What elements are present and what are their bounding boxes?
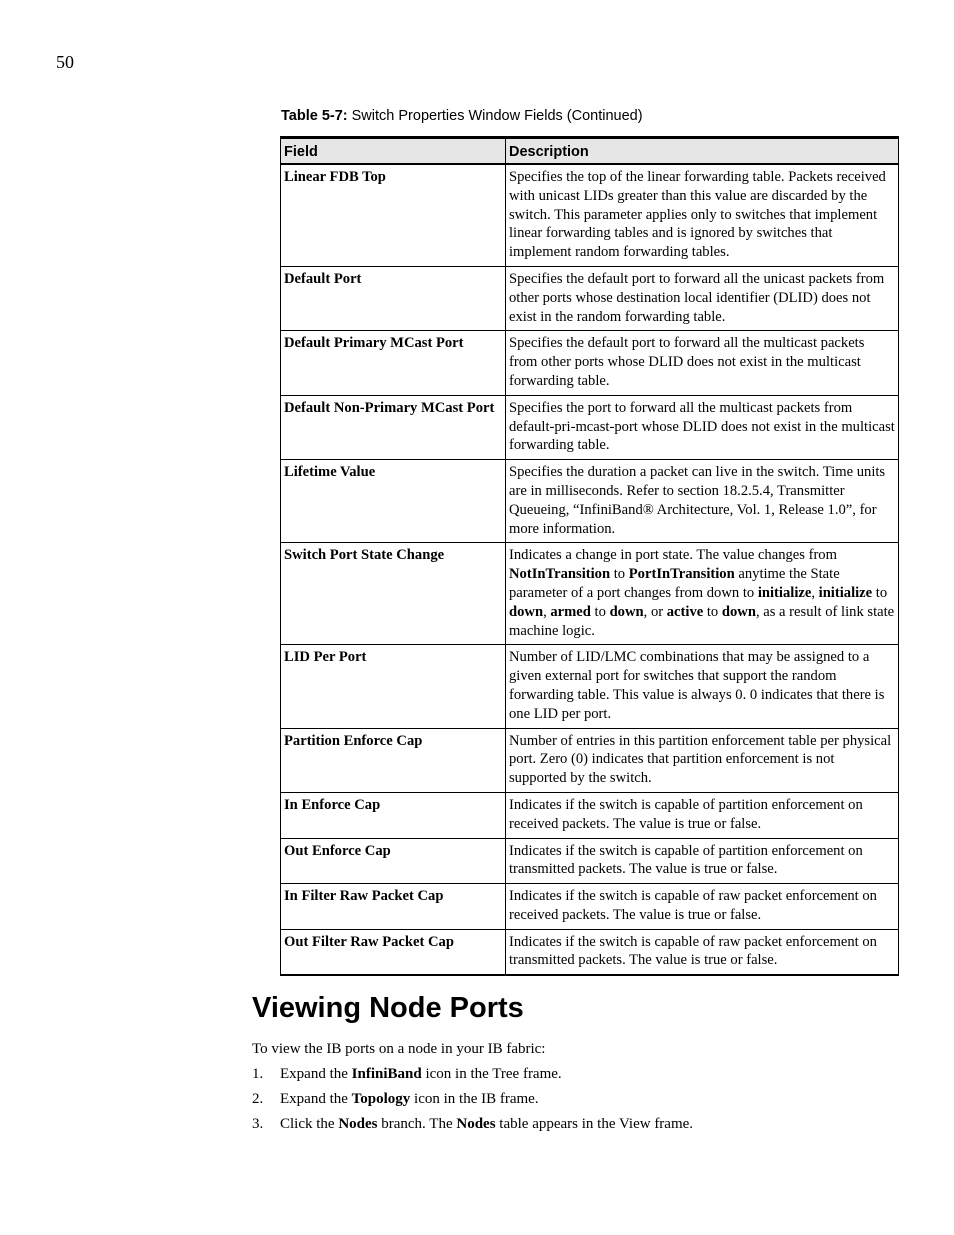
field-description-cell	[506, 331, 899, 395]
table-row	[281, 792, 899, 838]
table-header-row	[281, 138, 899, 165]
text-run: to	[610, 566, 629, 583]
table-body	[281, 164, 899, 975]
field-description-cell	[506, 792, 899, 838]
field-name-cell: In Enforce Cap	[281, 792, 506, 838]
table-row	[281, 395, 899, 459]
table-row	[281, 331, 899, 395]
text-run: , as a result of link state machine logic.	[509, 603, 895, 639]
text-run: ,	[543, 603, 551, 620]
field-name-cell: Out Filter Raw Packet Cap	[281, 929, 506, 975]
table-row	[281, 929, 899, 975]
step-item	[252, 1116, 693, 1133]
step-item	[252, 1066, 562, 1083]
field-description-cell	[506, 164, 899, 266]
text-run: Indicates if the switch is capable of partition enforcement on received packets. The value is true or false.	[509, 796, 863, 832]
text-run: Expand the	[280, 1066, 352, 1082]
bold-text: Nodes	[338, 1116, 378, 1132]
text-run: Indicates if the switch is capable of raw packet enforcement on transmitted packets. The value is true or false.	[509, 933, 877, 969]
table-caption	[281, 108, 643, 124]
switch-properties-table	[280, 136, 899, 976]
field-description-cell	[506, 543, 899, 645]
text-run: ,	[811, 584, 819, 601]
field-description-cell	[506, 838, 899, 884]
bold-text: initialize	[757, 584, 812, 601]
step-number: 3.	[252, 1116, 264, 1132]
text-run: anytime the State parameter of a port changes from down to	[509, 566, 840, 601]
page-number: 50	[56, 52, 74, 72]
field-name-cell: Partition Enforce Cap	[281, 728, 506, 792]
step-number: 2.	[252, 1091, 264, 1107]
table-row	[281, 728, 899, 792]
text-run: icon in the Tree frame.	[421, 1066, 562, 1082]
text-run: Specifies the top of the linear forwarding table. Packets received with unicast LIDs greater than this value are discarded by the switch. This parameter applies only to switches that implement linear forwarding tables and is ignored by switches that implement random forwarding tables.	[509, 169, 886, 261]
field-name-cell: Default Port	[281, 266, 506, 330]
bold-text: active	[666, 603, 704, 620]
text-run: branch. The	[377, 1116, 457, 1132]
text-run: to	[703, 603, 722, 620]
field-name-cell: LID Per Port	[281, 645, 506, 728]
field-name-cell: Linear FDB Top	[281, 164, 506, 266]
table-row	[281, 266, 899, 330]
field-description-cell	[506, 460, 899, 543]
text-run: to	[590, 603, 610, 620]
field-name-cell: Default Primary MCast Port	[281, 331, 506, 395]
table-row	[281, 645, 899, 728]
field-name-cell: Out Enforce Cap	[281, 838, 506, 884]
text-run: Specifies the default port to forward all the unicast packets from other ports whose destination local identifier (DLID) does not exist in the random forwarding table.	[509, 270, 885, 325]
table-caption-label: Table 5-7:	[281, 108, 348, 124]
field-description-cell	[506, 395, 899, 459]
bold-text: Nodes	[456, 1116, 496, 1132]
text-run: Specifies the default port to forward all the multicast packets from other ports whose DLID does not exist in the multicast forwarding table.	[509, 335, 865, 389]
field-description-cell	[506, 645, 899, 728]
text-run: Indicates a change in port state. The value changes from	[509, 547, 837, 564]
table-row	[281, 164, 899, 266]
text-run: Number of LID/LMC combinations that may be assigned to a given external port for switches that support the random forwarding table. This value is always 0. 0 indicates that there is one LID per port.	[509, 649, 885, 722]
field-name-cell: Switch Port State Change	[281, 543, 506, 645]
header-description: Description	[506, 138, 899, 165]
text-run: icon in the IB frame.	[410, 1091, 539, 1107]
field-name-cell: Lifetime Value	[281, 460, 506, 543]
table-row	[281, 884, 899, 930]
text-run: table appears in the View frame.	[495, 1116, 694, 1132]
field-description-cell	[506, 884, 899, 930]
text-run: Number of entries in this partition enforcement table per physical port. Zero (0) indicates that partition enforcement is not supported by the switch.	[509, 732, 892, 787]
bold-text: down	[609, 603, 644, 620]
field-description-cell	[506, 266, 899, 330]
bold-text: down	[509, 603, 544, 620]
table-row	[281, 543, 899, 645]
text-run: Specifies the duration a packet can live in the switch. Time units are in milliseconds. Refer to section 18.2.5.4, Transmitter Queueing, “InfiniBand® Architecture, Vol. 1, Release 1.0”, for more information.	[509, 464, 886, 537]
text-run: to	[872, 584, 888, 601]
text-run: Expand the	[280, 1091, 352, 1107]
header-field: Field	[281, 138, 506, 165]
section-intro: To view the IB ports on a node in your IB fabric:	[252, 1041, 546, 1057]
table-row	[281, 838, 899, 884]
field-name-cell: In Filter Raw Packet Cap	[281, 884, 506, 930]
text-run: Indicates if the switch is capable of raw packet enforcement on received packets. The value is true or false.	[509, 888, 877, 923]
section-heading: Viewing Node Ports	[252, 992, 524, 1024]
bold-text: armed	[550, 603, 591, 620]
bold-text: NotInTransition	[509, 566, 611, 583]
bold-text: InfiniBand	[351, 1066, 422, 1082]
bold-text: Topology	[351, 1091, 411, 1107]
field-description-cell	[506, 728, 899, 792]
field-name-cell: Default Non-Primary MCast Port	[281, 395, 506, 459]
step-item	[252, 1091, 539, 1108]
step-number: 1.	[252, 1066, 264, 1082]
table-caption-text: Switch Properties Window Fields (Continued)	[347, 108, 643, 124]
text-run: Specifies the port to forward all the multicast packets from default-pri-mcast-port whose DLID does not exist in the multicast forwarding table.	[509, 399, 895, 454]
bold-text: down	[721, 603, 756, 620]
field-description-cell	[506, 929, 899, 975]
table-row	[281, 460, 899, 543]
text-run: , or	[643, 603, 667, 620]
bold-text: initialize	[818, 584, 873, 601]
bold-text: PortInTransition	[628, 566, 735, 583]
text-run: Indicates if the switch is capable of partition enforcement on transmitted packets. The value is true or false.	[509, 842, 863, 878]
text-run: Click the	[280, 1116, 339, 1132]
